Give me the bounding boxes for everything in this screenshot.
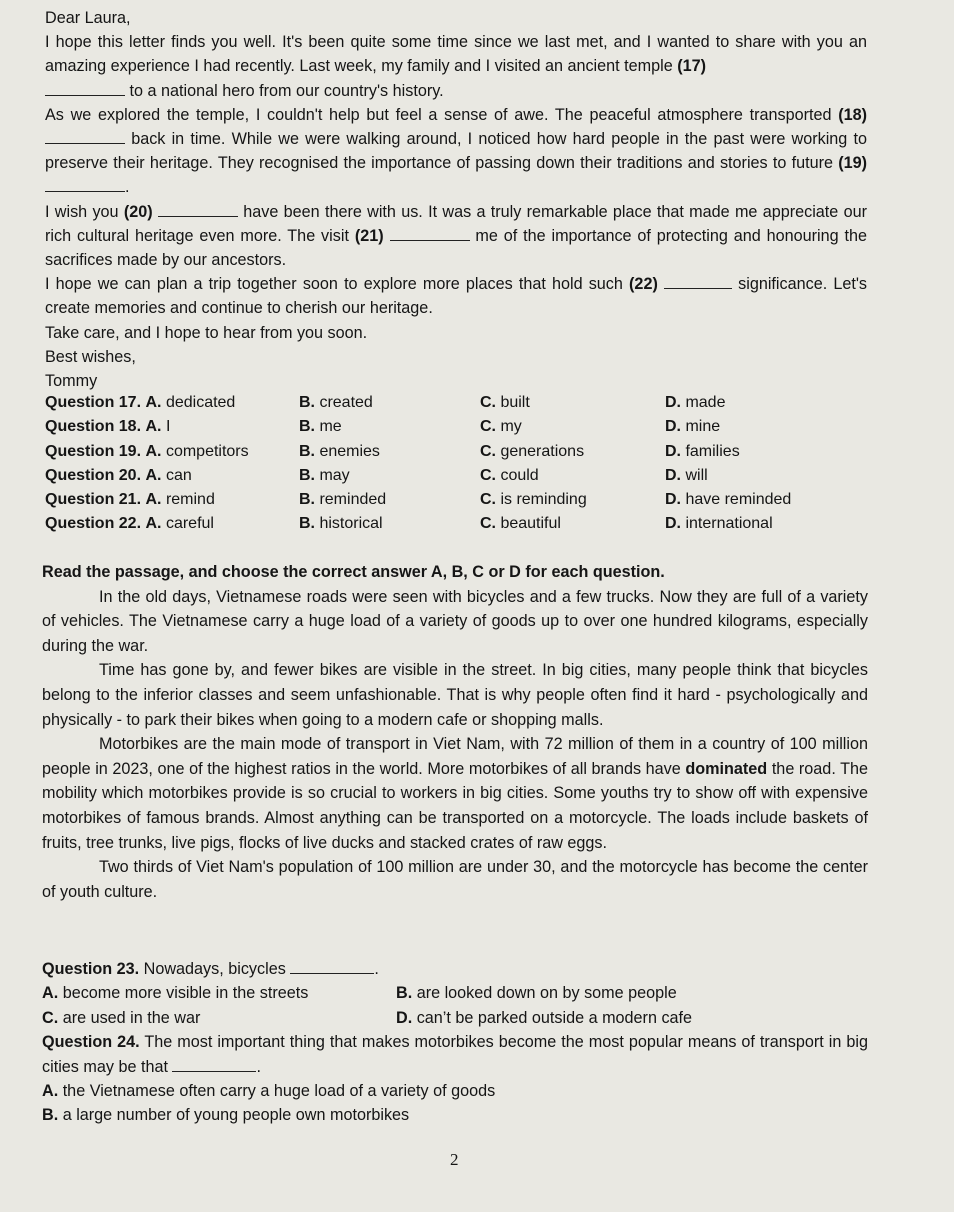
question-label: Question 21. bbox=[45, 491, 142, 509]
gap-24-blank bbox=[172, 1057, 256, 1072]
passage-paragraph-1: In the old days, Vietnamese roads were seen with bicycles and a few trucks. Now they are full of a variety of vehicles. The Vietnamese carry a huge load of a variety of goods up to over one hundred kilograms, especially during the war. bbox=[42, 587, 868, 655]
option-a[interactable]: become more visible in the streets bbox=[62, 984, 309, 1003]
option-d[interactable]: have reminded bbox=[685, 491, 792, 509]
reading-passage bbox=[42, 560, 868, 904]
reading-questions bbox=[42, 957, 868, 1128]
gap-20-blank bbox=[158, 202, 238, 217]
gap-19-number: (19) bbox=[838, 154, 868, 173]
gap-21-number: (21) bbox=[354, 226, 384, 245]
option-a[interactable]: I bbox=[165, 418, 171, 436]
option-a[interactable]: dedicated bbox=[165, 394, 236, 411]
passage-paragraph-3: Motorbikes are the main mode of transport in Viet Nam, with 72 million of them in a country of 100 million people in 2023, one of the highest ratios in the world. More motorbikes of all brands have dominated the road. The mobility which motorbikes provide is so crucial to workers in big cities. Some youths try to show off with expensive motorbikes of famous brands. Almost anything can be transported on a motorcycle. The loads include baskets of fruits, tree trunks, live pigs, flocks of live ducks and stacked crates of raw eggs. bbox=[42, 735, 869, 852]
question-label: Question 17. bbox=[45, 394, 142, 411]
option-c[interactable]: my bbox=[500, 418, 522, 436]
question-24-option-b[interactable]: B. a large number of young people own motorbikes bbox=[42, 1106, 410, 1125]
letter-paragraph-3: I wish you (20) have been there with us. It was a truly remarkable place that made me appreciate our rich cultural heritage even more. The visit (21) me of the importance of protecting and honouring the sacrifices made by our ancestors. bbox=[45, 202, 868, 270]
option-a[interactable]: competitors bbox=[165, 442, 249, 460]
question-24-stem: Question 24. The most important thing that makes motorbikes become the most popular means of transport in big cities may be that . bbox=[42, 1033, 868, 1076]
passage-paragraph-4: Two thirds of Viet Nam's population of 100 million are under 30, and the motorcycle has become the center of youth culture. bbox=[42, 858, 868, 901]
option-c[interactable]: generations bbox=[500, 442, 585, 460]
gap-22-blank bbox=[664, 274, 732, 289]
gap-18-number: (18) bbox=[838, 105, 867, 124]
passage-paragraph-2: Time has gone by, and fewer bikes are visible in the street. In big cities, many people think that bicycles belong to the inferior classes and seem unfashionable. That is why people often find it hard - psychologically and physically - to park their bikes when going to a modern cafe or shopping malls. bbox=[42, 661, 868, 729]
letter-paragraph-1: I hope this letter finds you well. It's been quite some time since we last met, and I wanted to share with you an amazing experience I had recently. Last week, my family and I visited an ancient temple (17) to a national hero from our country's history. bbox=[45, 33, 867, 100]
letter-text bbox=[45, 6, 867, 393]
option-d[interactable]: can’t be parked outside a modern cafe bbox=[416, 1008, 693, 1027]
question-17-row: Question 17. A. dedicated B. created C. built D. made bbox=[45, 394, 726, 411]
option-c[interactable]: could bbox=[500, 466, 539, 484]
question-24-option-a[interactable]: A. the Vietnamese often carry a huge load of a variety of goods bbox=[42, 1082, 496, 1100]
question-label: Question 19. bbox=[45, 442, 142, 460]
letter-paragraph-4: I hope we can plan a trip together soon to explore more places that hold such (22) significance. Let's create memories and continue to cherish our heritage. bbox=[45, 275, 868, 318]
section-heading: Read the passage, and choose the correct answer A, B, C or D for each question. bbox=[42, 563, 665, 581]
option-d[interactable]: mine bbox=[685, 418, 721, 436]
question-22-row: Question 22. A. careful B. historical C. beautiful D. international bbox=[45, 515, 773, 533]
question-label: Question 22. bbox=[45, 515, 142, 533]
question-18-row: Question 18. A. I B. me C. my D. mine bbox=[45, 418, 721, 436]
gap-20-number: (20) bbox=[123, 202, 153, 221]
question-label: Question 20. bbox=[45, 466, 142, 484]
option-b[interactable]: me bbox=[319, 418, 342, 436]
question-23-options-row-1: A. become more visible in the streets B. are looked down on by some people bbox=[42, 984, 677, 1003]
option-c[interactable]: are used in the war bbox=[62, 1008, 201, 1027]
gap-18-blank bbox=[45, 129, 125, 144]
gap-22-number: (22) bbox=[629, 275, 658, 294]
gap-21-blank bbox=[390, 226, 470, 241]
option-b[interactable]: enemies bbox=[319, 442, 380, 460]
letter-paragraph-5: Take care, and I hope to hear from you soon. bbox=[45, 323, 368, 342]
option-b[interactable]: reminded bbox=[319, 491, 387, 509]
page-number: 2 bbox=[450, 1150, 459, 1169]
option-d[interactable]: made bbox=[685, 394, 726, 411]
gap-17-blank bbox=[45, 81, 125, 96]
option-a[interactable]: remind bbox=[165, 491, 215, 509]
highlighted-word: dominated bbox=[685, 759, 768, 778]
question-23-stem: Question 23. Nowadays, bicycles . bbox=[42, 960, 379, 978]
letter-paragraph-2: As we explored the temple, I couldn't help but feel a sense of awe. The peaceful atmosphere transported (18) back in time. While we were walking around, I noticed how hard people in the past were working to preserve their heritage. They recognised the importance of passing down their traditions and stories to future (19) . bbox=[45, 105, 868, 197]
cloze-questions bbox=[45, 394, 867, 540]
option-a[interactable]: can bbox=[165, 466, 192, 484]
question-19-row: Question 19. A. competitors B. enemies C. generations D. families bbox=[45, 442, 740, 460]
option-d[interactable]: international bbox=[685, 515, 773, 533]
option-d[interactable]: will bbox=[685, 466, 708, 484]
greeting: Dear Laura, bbox=[45, 9, 131, 27]
option-a[interactable]: careful bbox=[165, 515, 214, 533]
question-23-options-row-2: C. are used in the war D. can’t be parked outside a modern cafe bbox=[42, 1008, 693, 1027]
closing: Best wishes, bbox=[45, 347, 136, 366]
signature: Tommy bbox=[45, 372, 98, 391]
gap-23-blank bbox=[290, 959, 374, 974]
gap-19-blank bbox=[45, 177, 125, 192]
option-c[interactable]: beautiful bbox=[500, 515, 561, 533]
question-20-row: Question 20. A. can B. may C. could D. will bbox=[45, 466, 708, 484]
option-b[interactable]: created bbox=[319, 394, 373, 411]
option-b[interactable]: historical bbox=[319, 515, 383, 533]
gap-17-number: (17) bbox=[677, 57, 707, 76]
question-label: Question 18. bbox=[45, 418, 142, 436]
option-d[interactable]: families bbox=[685, 442, 740, 460]
question-21-row: Question 21. A. remind B. reminded C. is reminding D. have reminded bbox=[45, 491, 792, 509]
option-b[interactable]: are looked down on by some people bbox=[416, 984, 677, 1003]
option-b[interactable]: may bbox=[319, 466, 350, 484]
option-c[interactable]: built bbox=[500, 394, 530, 411]
option-c[interactable]: is reminding bbox=[500, 491, 587, 509]
